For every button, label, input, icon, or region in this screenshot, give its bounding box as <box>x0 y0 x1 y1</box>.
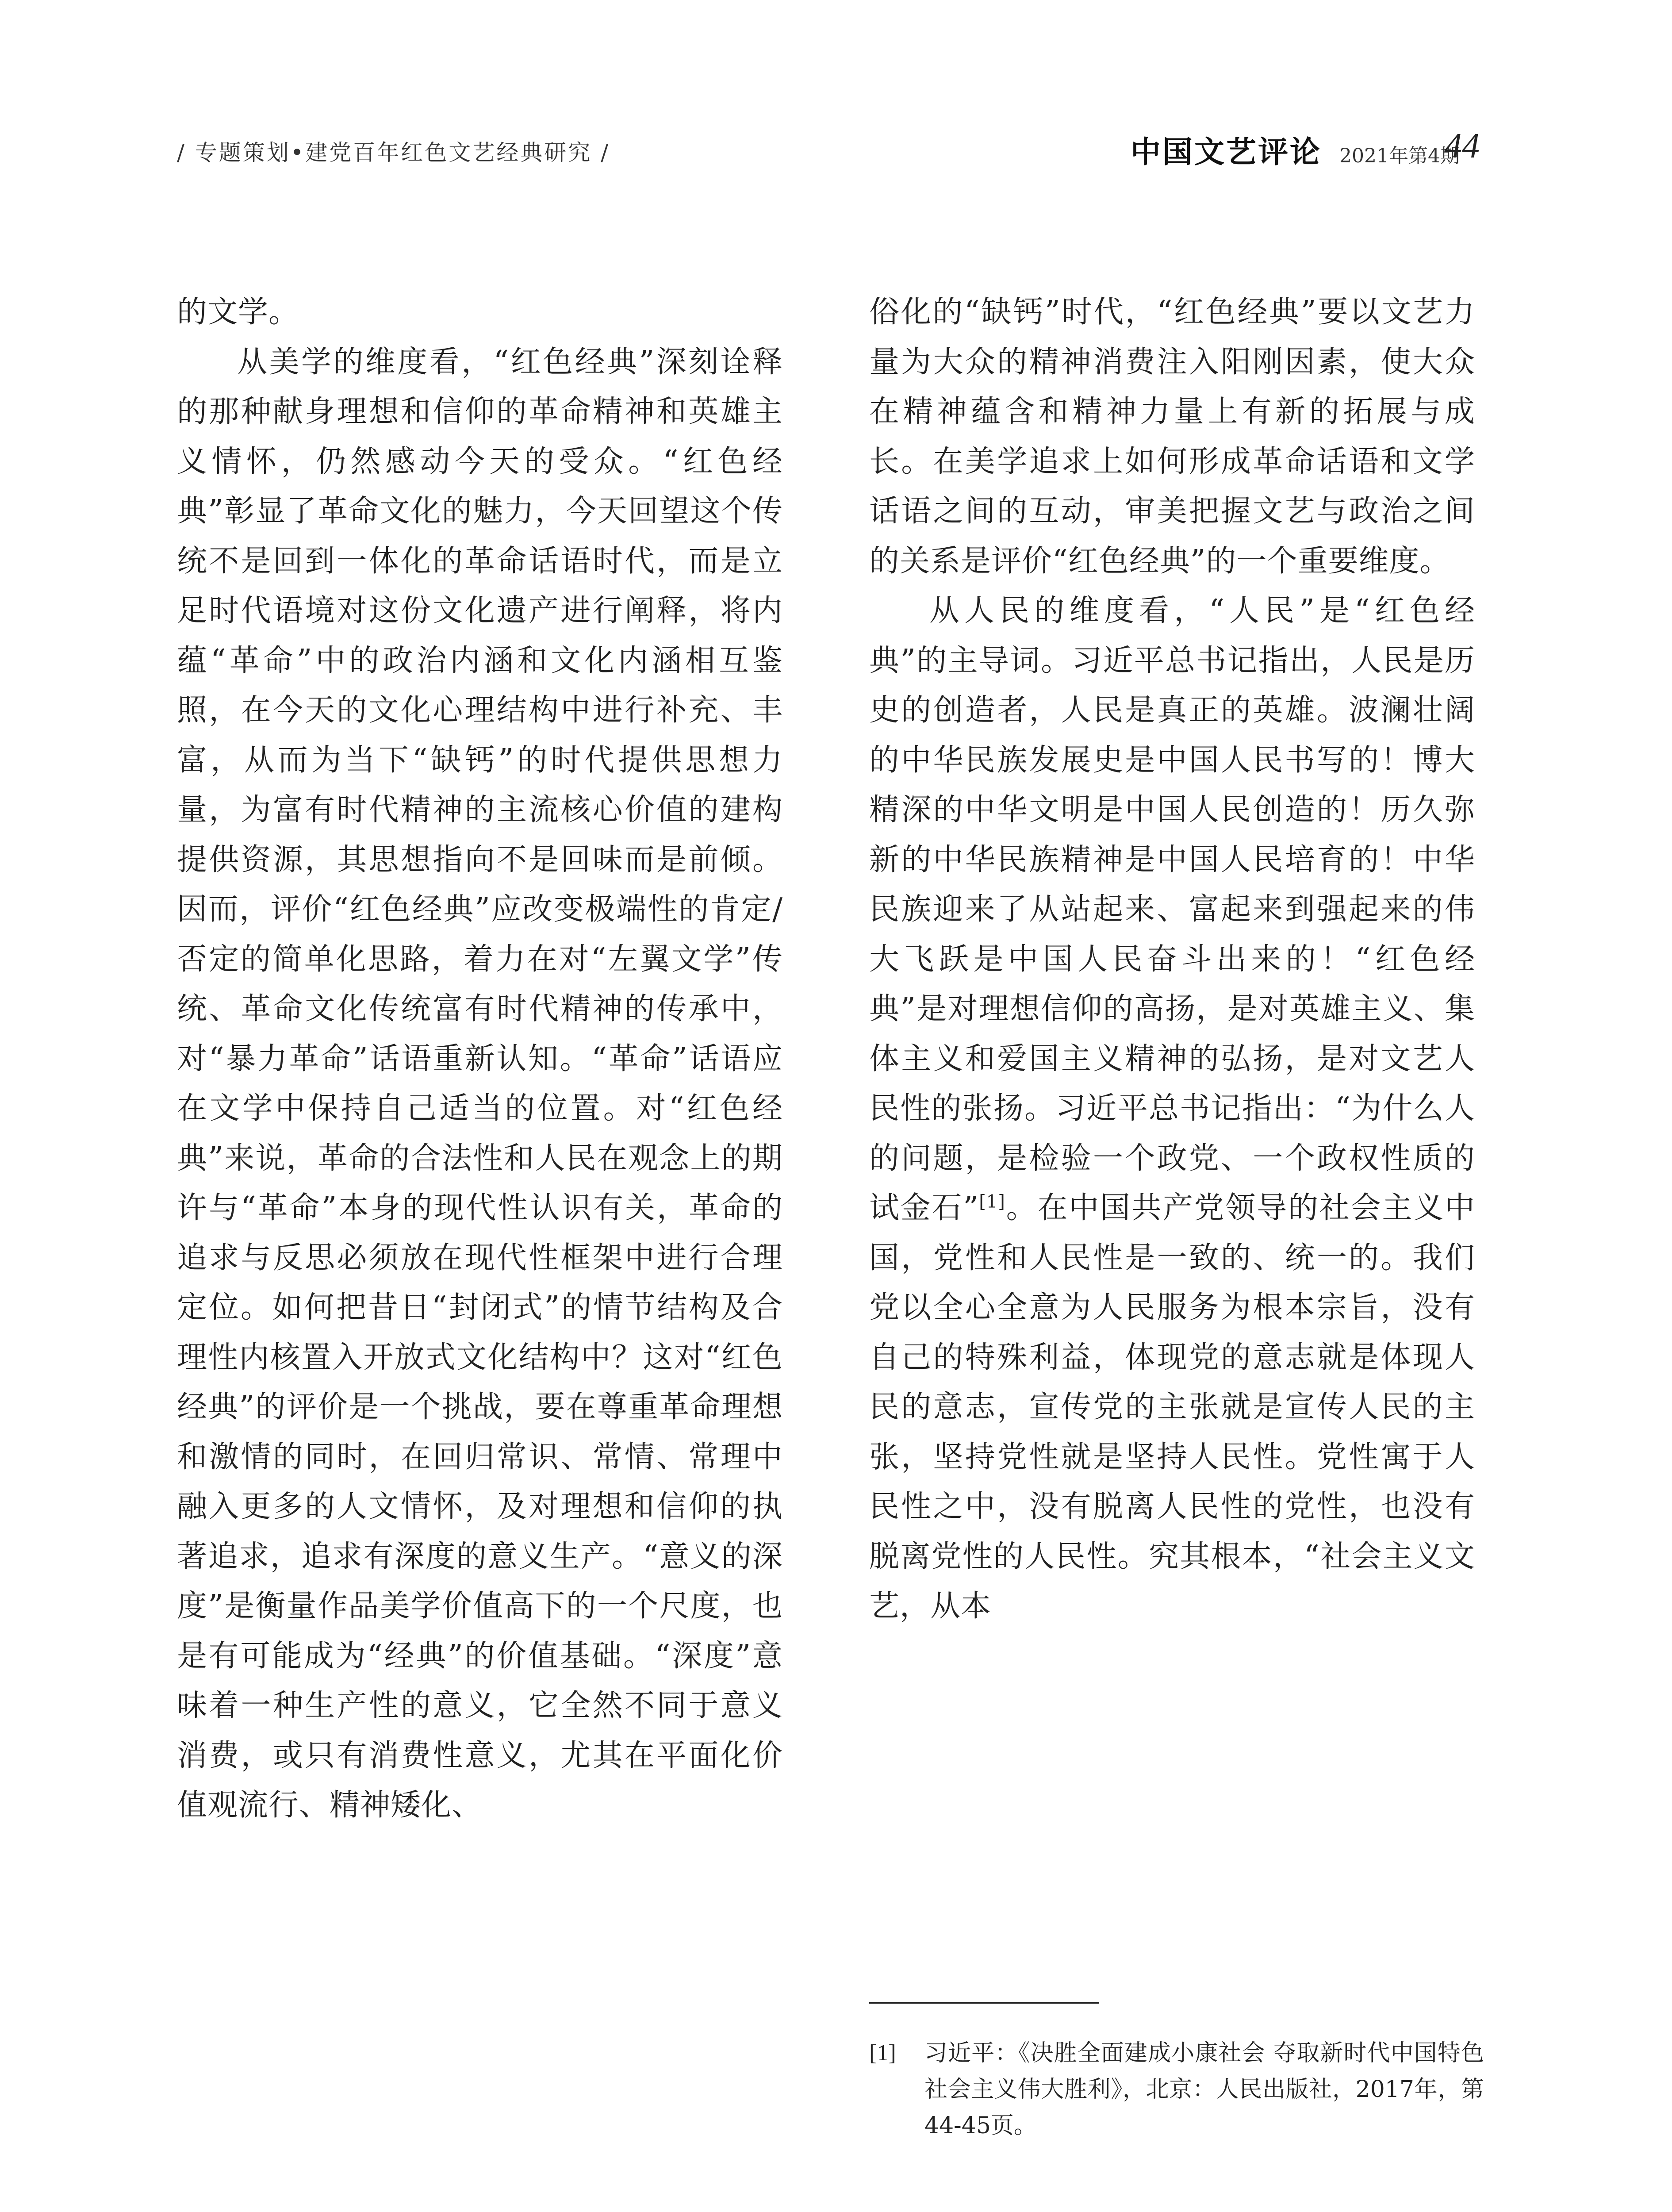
footnote-marker: [1] <box>869 2040 896 2066</box>
journal-issue: 2021年第4期 <box>1339 145 1460 167</box>
footnote-text: 习近平：《决胜全面建成小康社会 夺取新时代中国特色社会主义伟大胜利》，北京：人民出版社，2017年，第44-45页。 <box>924 2040 1484 2139</box>
right-paragraph-1: 俗化的“缺钙”时代，“红色经典”要以文艺力量为大众的精神消费注入阳刚因素，使大众在精神蕴含和精神力量上有新的拓展与成长。在美学追求上如何形成革命话语和文学话语之间的互动，审美把握文艺与政治之间的关系是评价“红色经典”的一个重要维度。 <box>869 295 1475 579</box>
footnote-divider <box>869 2002 1099 2004</box>
right-paragraph-2 <box>869 586 1475 1632</box>
right-column <box>869 288 1475 1632</box>
page-number: 44 <box>1444 127 1480 165</box>
left-column <box>177 288 783 1831</box>
journal-title: 中国文艺评论 <box>1131 134 1322 170</box>
left-paragraph-1: 的文学。 <box>177 295 299 330</box>
footnote-reference[interactable]: [1] <box>979 1191 1005 1212</box>
footnote <box>869 2035 1484 2144</box>
header-journal-info <box>1131 128 1460 171</box>
right-paragraph-2-part-1: 从人民的维度看，“人民”是“红色经典”的主导词。习近平总书记指出，人民是历史的创造者，人民是真正的英雄。波澜壮阔的中华民族发展史是中国人民书写的！博大精深的中华文明是中国人民创造的！历久弥新的中华民族精神是中国人民培育的！中华民族迎来了从站起来、富起来到强起来的伟大飞跃是中国人民奋斗出来的！“红色经典”是对理想信仰的高扬，是对英雄主义、集体主义和爱国主义精神的弘扬，是对文艺人民性的张扬。习近平总书记指出：“为什么人的问题，是检验一个政党、一个政权性质的试金石” <box>869 593 1475 1225</box>
left-paragraph-2: 从美学的维度看，“红色经典”深刻诠释的那种献身理想和信仰的革命精神和英雄主义情怀，仍然感动今天的受众。“红色经典”彰显了革命文化的魅力，今天回望这个传统不是回到一体化的革命话语时代，而是立足时代语境对这份文化遗产进行阐释，将内蕴“革命”中的政治内涵和文化内涵相互鉴照，在今天的文化心理结构中进行补充、丰富，从而为当下“缺钙”的时代提供思想力量，为富有时代精神的主流核心价值的建构提供资源，其思想指向不是回味而是前倾。因而，评价“红色经典”应改变极端性的肯定/否定的简单化思路，着力在对“左翼文学”传统、革命文化传统富有时代精神的传承中，对“暴力革命”话语重新认知。“革命”话语应在文学中保持自己适当的位置。对“红色经典”来说，革命的合法性和人民在观念上的期许与“革命”本身的现代性认识有关，革命的追求与反思必须放在现代性框架中进行合理定位。如何把昔日“封闭式”的情节结构及合理性内核置入开放式文化结构中？这对“红色经典”的评价是一个挑战，要在尊重革命理想和激情的同时，在回归常识、常情、常理中融入更多的人文情怀，及对理想和信仰的执著追求，追求有深度的意义生产。“意义的深度”是衡量作品美学价值高下的一个尺度，也是有可能成为“经典”的价值基础。“深度”意味着一种生产性的意义，它全然不同于意义消费，或只有消费性意义，尤其在平面化价值观流行、精神矮化、 <box>177 344 783 1823</box>
header-section-title: / 专题策划•建党百年红色文艺经典研究 / <box>177 140 610 165</box>
right-paragraph-2-part-2: 。在中国共产党领导的社会主义中国，党性和人民性是一致的、统一的。我们党以全心全意为人民服务为根本宗旨，没有自己的特殊利益，体现党的意志就是体现人民的意志，宣传党的主张就是宣传人民的主张，坚持党性就是坚持人民性。党性寓于人民性之中，没有脱离人民性的党性，也没有脱离党性的人民性。究其根本，“社会主义文艺，从本 <box>869 1190 1475 1624</box>
